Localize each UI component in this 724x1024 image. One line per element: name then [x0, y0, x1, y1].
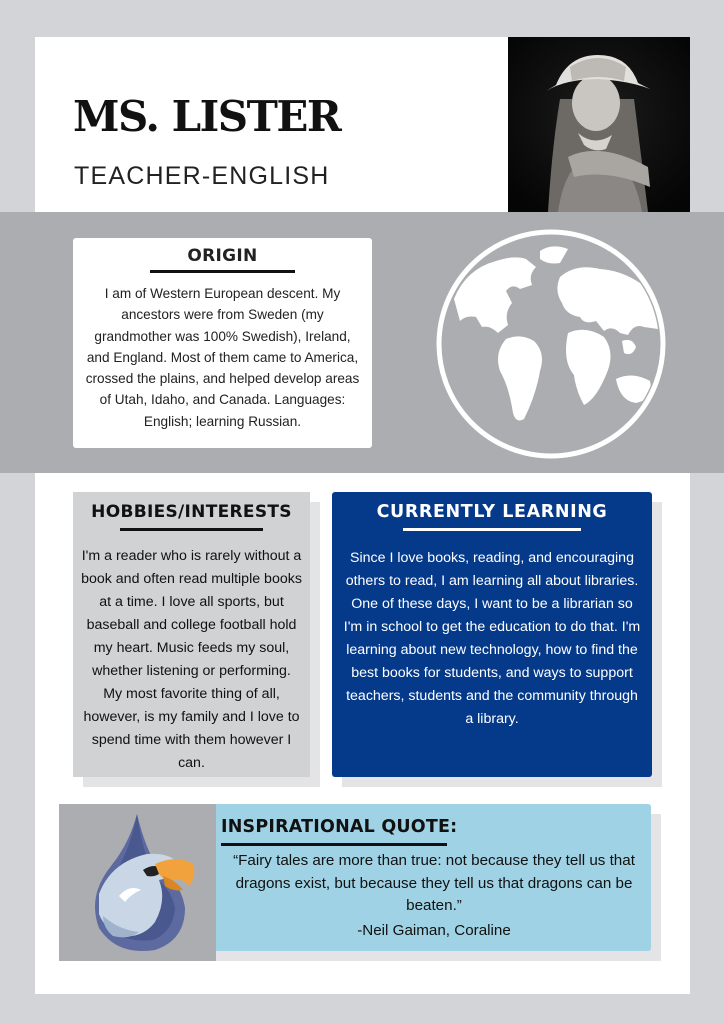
origin-title: ORIGIN — [187, 246, 258, 266]
hobbies-title: HOBBIES/INTERESTS — [91, 502, 292, 522]
hobbies-title-rule — [120, 528, 263, 531]
teacher-role: TEACHER-ENGLISH — [74, 162, 330, 190]
origin-title-rule — [150, 270, 295, 273]
quote-title-rule — [221, 843, 447, 846]
globe-icon — [436, 229, 666, 459]
mascot-panel — [59, 804, 216, 961]
teacher-portrait-photo — [508, 37, 690, 212]
hobbies-card — [73, 492, 310, 777]
origin-card — [73, 238, 372, 448]
origin-body: I am of Western European descent. My ancestors were from Sweden (my grandmother was 100% Swedish), Ireland, and England. Most of them came to America, crossed the plains, and helped develop areas of Utah, Idaho, and Canada. Languages: English; learning Russian. — [85, 286, 360, 429]
teacher-name: MS. LISTER — [73, 92, 341, 141]
quote-author: -Neil Gaiman, Coraline — [357, 922, 511, 939]
hobbies-body: I'm a reader who is rarely without a book and often read multiple books at a time. I love all sports, but baseball and college football hold my heart. Music feeds my soul, whether listening or performing. My most favorite thing of all, however, is my family and I love to spend time with them however I can. — [81, 548, 302, 771]
quote-text: “Fairy tales are more than true: not because they tell us that dragons exist, but because they tell us that dragons can be beaten.” — [233, 852, 635, 914]
learning-title: CURRENTLY LEARNING — [376, 502, 608, 522]
quote-title: INSPIRATIONAL QUOTE: — [221, 817, 458, 837]
learning-card — [332, 492, 652, 777]
eagle-mascot-icon — [59, 804, 216, 961]
learning-body: Since I love books, reading, and encouraging others to read, I am learning all about libraries. One of these days, I want to be a librarian so I'm in school to get the education to do that. I'm learning about new technology, how to find the best books for students, and ways to support teachers, students and the community through a library. — [343, 550, 641, 727]
learning-title-rule — [403, 528, 581, 531]
